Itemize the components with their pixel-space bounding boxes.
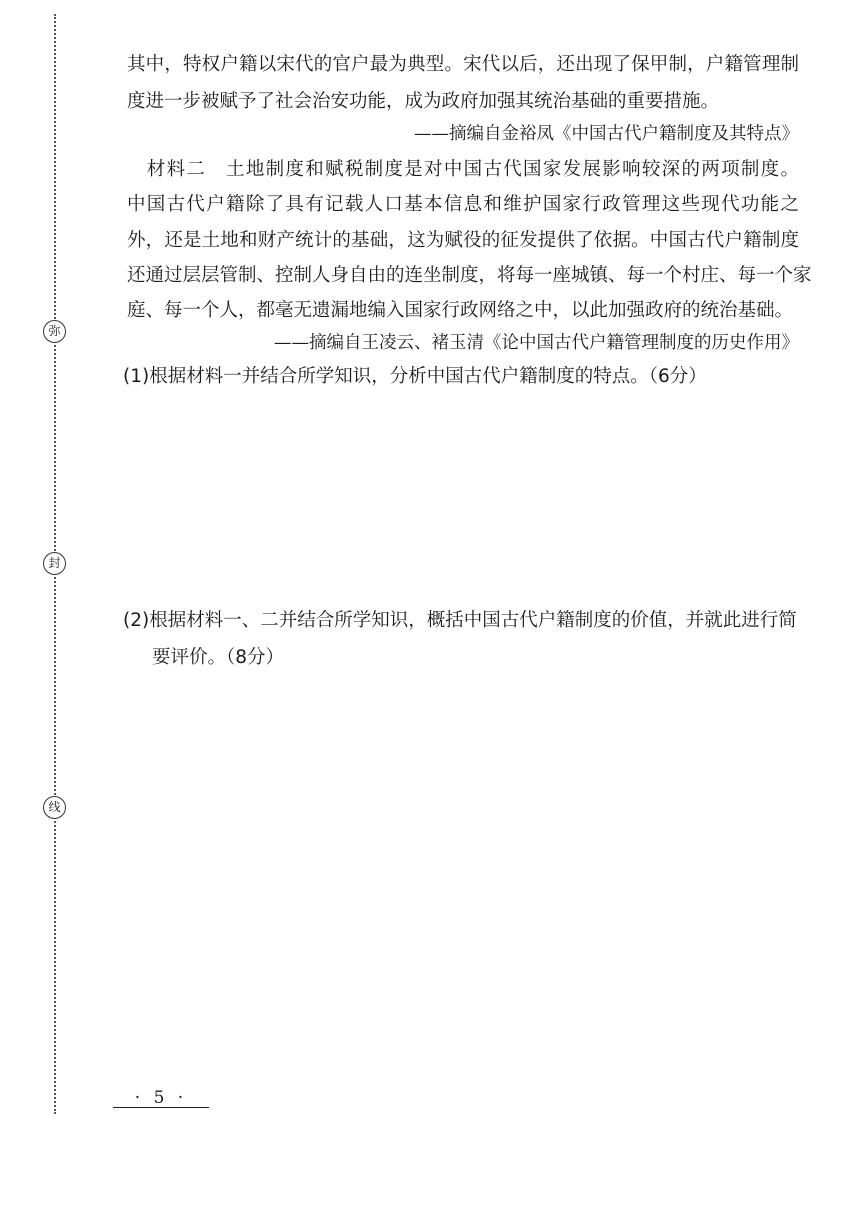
seal-mark-xian: 线 bbox=[43, 796, 66, 819]
source-citation-1: ——摘编自金裕凤《中国古代户籍制度及其特点》 bbox=[414, 124, 799, 144]
passage-line: 其中，特权户籍以宋代的官户最为典型。宋代以后，还出现了保甲制，户籍管理制 bbox=[127, 54, 799, 75]
page-number-rule bbox=[113, 1107, 209, 1108]
question-2-line-2: 要评价。（8分） bbox=[152, 647, 285, 668]
seal-mark-mi: 弥 bbox=[43, 320, 66, 343]
question-1: (1)根据材料一并结合所学知识，分析中国古代户籍制度的特点。（6分） bbox=[123, 366, 707, 387]
passage-line: 还通过层层管制、控制人身自由的连坐制度，将每一座城镇、每一个村庄、每一个家 bbox=[127, 265, 812, 286]
material-two-heading-line: 材料二 土地制度和赋税制度是对中国古代国家发展影响较深的两项制度。 bbox=[127, 159, 799, 180]
passage-line: 庭、每一个人，都毫无遗漏地编入国家行政网络之中，以此加强政府的统治基础。 bbox=[127, 300, 794, 321]
seal-mark-feng: 封 bbox=[43, 552, 66, 575]
source-citation-2: ——摘编自王凌云、褚玉清《论中国古代户籍管理制度的历史作用》 bbox=[274, 333, 799, 353]
passage-line: 度进一步被赋予了社会治安功能，成为政府加强其统治基础的重要措施。 bbox=[127, 91, 720, 112]
page-number: · 5 · bbox=[134, 1088, 188, 1108]
passage-line: 中国古代户籍除了具有记载人口基本信息和维护国家行政管理这些现代功能之 bbox=[127, 194, 799, 215]
passage-line: 外，还是土地和财产统计的基础，这为赋役的征发提供了依据。中国古代户籍制度 bbox=[127, 230, 799, 251]
question-2-line-1: (2)根据材料一、二并结合所学知识，概括中国古代户籍制度的价值，并就此进行简 bbox=[123, 610, 797, 631]
